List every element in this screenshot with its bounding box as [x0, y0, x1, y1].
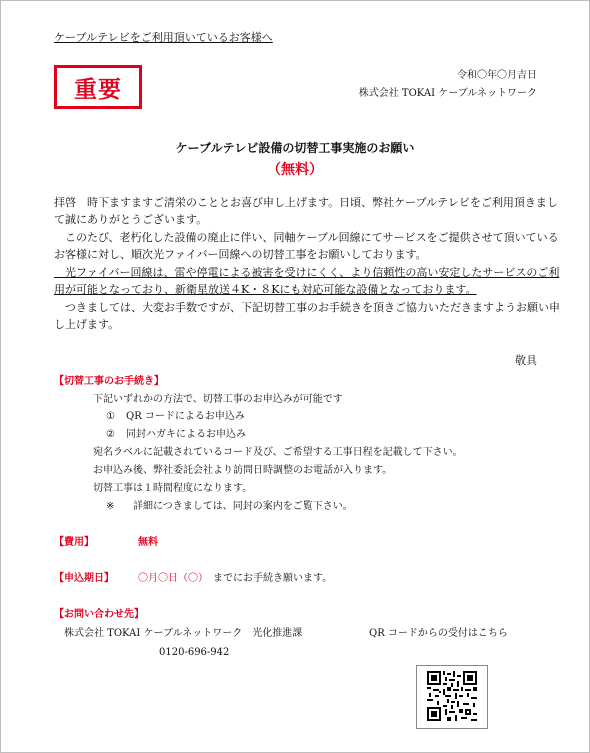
deadline-date: 〇月〇日（〇） — [138, 573, 208, 584]
qr-code[interactable] — [416, 665, 488, 729]
body-paragraph-1-line-1: 拝啓 時下ますますご清栄のこととお喜び申し上げます。日頃、弊社ケーブルテレビをご利用頂きまし — [54, 196, 558, 209]
body-paragraph-2-line-1: このたび、老朽化した設備の廃止に伴い、同軸ケーブル回線にてサービスをご提供させて頂いている — [54, 231, 559, 244]
procedure-line-2: お申込み後、弊社委託会社より訪問日時調整のお電話が入ります。 — [93, 465, 393, 476]
free-label: （無料） — [267, 162, 323, 178]
procedure-intro: 下記いずれかの方法で、切替工事のお申込みが可能です — [93, 394, 343, 405]
option-1-text: QR コードによるお申込み — [126, 411, 245, 422]
body-paragraph-1-line-2: て誠にありがとうございます。 — [54, 213, 208, 226]
procedure-line-1: 宛名ラベルに記載されているコード及び、ご希望する工事日程を記載して下さい。 — [93, 447, 463, 458]
body-paragraph-3-line-2: 用が可能となっており、新衛星放送４K・８Kにも対応可能な設備となっております。 — [54, 283, 477, 296]
body-paragraph-3-line-1: 光ファイバー回線は、雷や停電による被害を受けにくく、より信頼性の高い安定したサービスのご利 — [54, 266, 560, 279]
procedure-heading: 【切替工事のお手続き】 — [54, 376, 164, 387]
important-badge: 重要 — [54, 65, 142, 109]
closing-word: 敬具 — [515, 354, 537, 367]
cost-value: 無料 — [138, 537, 158, 548]
option-1-number: ① — [106, 411, 115, 422]
deadline-heading: 【申込期日】 — [54, 573, 114, 584]
note-text: 詳細につきましては、同封の案内をご覧下さい。 — [133, 501, 353, 512]
issue-date: 令和〇年〇月吉日 — [457, 70, 537, 81]
qr-label: QR コードからの受付はこちら — [369, 628, 508, 639]
note-mark: ※ — [106, 501, 115, 512]
body-paragraph-4-line-2: し上げます。 — [54, 318, 120, 331]
cost-heading: 【費用】 — [54, 537, 94, 548]
contact-heading: 【お問い合わせ先】 — [54, 609, 144, 620]
body-paragraph-4-line-1: つきましては、大変お手数ですが、下記切替工事のお手続きを頂きご協力いただきますようお願い申 — [54, 301, 560, 314]
qr-code-icon — [427, 671, 477, 721]
addressee: ケーブルテレビをご利用頂いているお客様へ — [54, 31, 273, 44]
procedure-line-3: 切替工事は１時間程度になります。 — [93, 483, 253, 494]
option-2-text: 同封ハガキによるお申込み — [126, 429, 246, 440]
company-name: 株式会社 TOKAI ケーブルネットワーク — [358, 88, 537, 99]
document-title: ケーブルテレビ設備の切替工事実施のお願い — [175, 141, 415, 155]
body-paragraph-2-line-2: お客様に対し、順次光ファイバー回線への切替工事をお願いしております。 — [54, 248, 427, 261]
deadline-text: までにお手続き願います。 — [213, 573, 333, 584]
contact-company: 株式会社 TOKAI ケーブルネットワーク 光化推進課 — [64, 628, 303, 639]
contact-phone: 0120-696-942 — [159, 647, 230, 658]
option-2-number: ② — [106, 429, 115, 440]
